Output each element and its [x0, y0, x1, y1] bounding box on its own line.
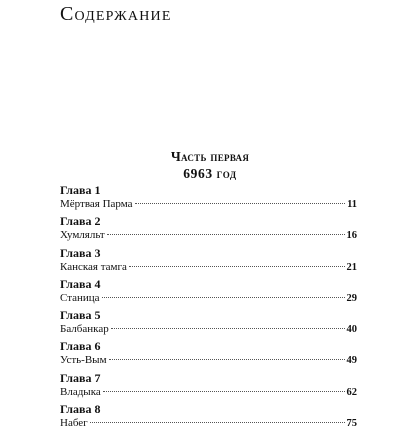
page-number: 29	[346, 292, 357, 304]
chapter-row	[60, 353, 357, 368]
page-number: 40	[346, 324, 357, 336]
chapter-title: Хумляльт	[60, 229, 105, 242]
dot-leader	[103, 391, 345, 392]
chapter-title: Владыка	[60, 385, 101, 398]
page-number: 11	[347, 199, 357, 210]
dot-leader	[90, 422, 345, 423]
page-number: 62	[346, 386, 357, 398]
chapter-row	[60, 322, 357, 337]
toc-entry[interactable]	[60, 247, 357, 278]
toc-entry[interactable]	[60, 340, 357, 371]
chapter-title: Усть-Вым	[60, 354, 107, 367]
chapter-row	[60, 228, 357, 243]
chapter-label: Глава 6	[60, 339, 101, 354]
toc-entry[interactable]	[60, 403, 357, 434]
chapter-label: Глава 5	[60, 308, 101, 323]
chapter-title: Мёртвая Парма	[60, 198, 133, 210]
table-of-contents	[60, 184, 357, 434]
chapter-label: Глава 7	[60, 370, 101, 385]
part-title: Часть первая	[170, 149, 250, 164]
dot-leader	[111, 328, 345, 329]
dot-leader	[129, 266, 345, 267]
dot-leader	[102, 297, 345, 298]
chapter-label: Глава 3	[60, 245, 101, 260]
toc-entry[interactable]	[60, 278, 357, 309]
chapter-row	[60, 385, 357, 400]
chapter-label: Глава 1	[60, 183, 101, 197]
chapter-title: Канская тамга	[60, 260, 127, 273]
toc-entry[interactable]	[60, 372, 357, 403]
chapter-title: Набег	[60, 417, 88, 430]
chapter-row	[60, 197, 357, 212]
dot-leader	[135, 203, 346, 204]
toc-entry[interactable]	[60, 309, 357, 340]
toc-entry[interactable]	[60, 184, 357, 215]
chapter-title: Балбанкар	[60, 323, 109, 336]
part-header	[0, 148, 420, 182]
chapter-row	[60, 291, 357, 306]
chapter-title: Станица	[60, 291, 100, 304]
dot-leader	[109, 359, 345, 360]
page-number: 21	[346, 261, 357, 273]
chapter-row	[60, 416, 357, 431]
toc-entry[interactable]	[60, 215, 357, 246]
chapter-label: Глава 4	[60, 276, 101, 291]
chapter-row	[60, 260, 357, 275]
page-number: 49	[346, 355, 357, 367]
page-number: 16	[346, 230, 357, 242]
chapter-label: Глава 8	[60, 402, 101, 417]
part-year: 6963 год	[183, 166, 237, 181]
chapter-label: Глава 2	[60, 214, 101, 229]
page-number: 75	[346, 418, 357, 430]
dot-leader	[107, 234, 345, 235]
page-title: Содержание	[60, 3, 172, 25]
